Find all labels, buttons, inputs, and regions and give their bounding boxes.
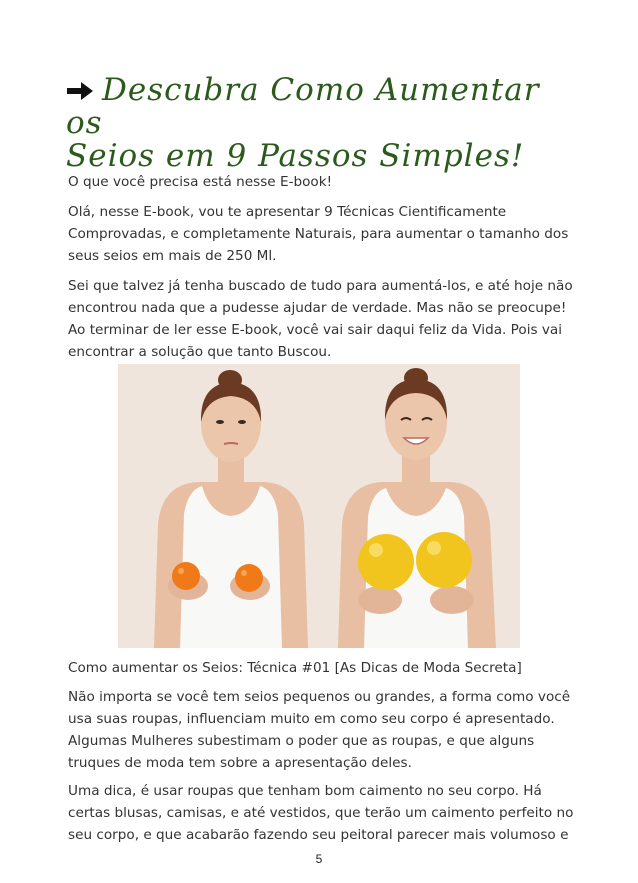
technique-body-paragraph: Não importa se você tem seios pequenos ou grandes, a forma como você usa suas roupas, influenciam muito em como seu corpo é apresentado. Algumas Mulheres subestimam o poder que as roupas, e que alguns truques de moda tem sobre a apresentação deles. xyxy=(68,689,571,771)
reassurance-paragraph: Sei que talvez já tenha buscado de tudo para aumentá-los, e até hoje não encontrou nada que a pudesse ajudar de verdade. Mas não se preocupe! Ao terminar de ler esse E-book, você vai sair daqui feliz da Vida. Pois vai encontrar a solução que tanto Buscou. xyxy=(68,278,573,360)
heading-line-1: Descubra Como Aumentar os xyxy=(66,72,540,141)
technique-title: Como aumentar os Seios: Técnica #01 [As Dicas de Moda Secreta] xyxy=(68,660,522,676)
right-arrow-icon xyxy=(66,81,94,101)
heading-line-2: Seios em 9 Passos Simples! xyxy=(66,138,525,174)
before-after-photo xyxy=(118,364,520,648)
presentation-paragraph: Olá, nesse E-book, vou te apresentar 9 Técnicas Cientificamente Comprovadas, e completamente Naturais, para aumentar o tamanho dos seus seios em mais de 250 Ml. xyxy=(68,204,569,264)
intro-paragraph: O que você precisa está nesse E-book! xyxy=(68,174,333,190)
page-heading xyxy=(66,74,586,173)
tip-paragraph: Uma dica, é usar roupas que tenham bom caimento no seu corpo. Há certas blusas, camisas, e até vestidos, que terão um caimento perfeito no seu corpo, e que acabarão fazendo seu peitoral parecer mais volumoso e xyxy=(68,783,574,843)
page-number: 5 xyxy=(315,852,323,866)
before-after-illustration xyxy=(118,364,520,648)
